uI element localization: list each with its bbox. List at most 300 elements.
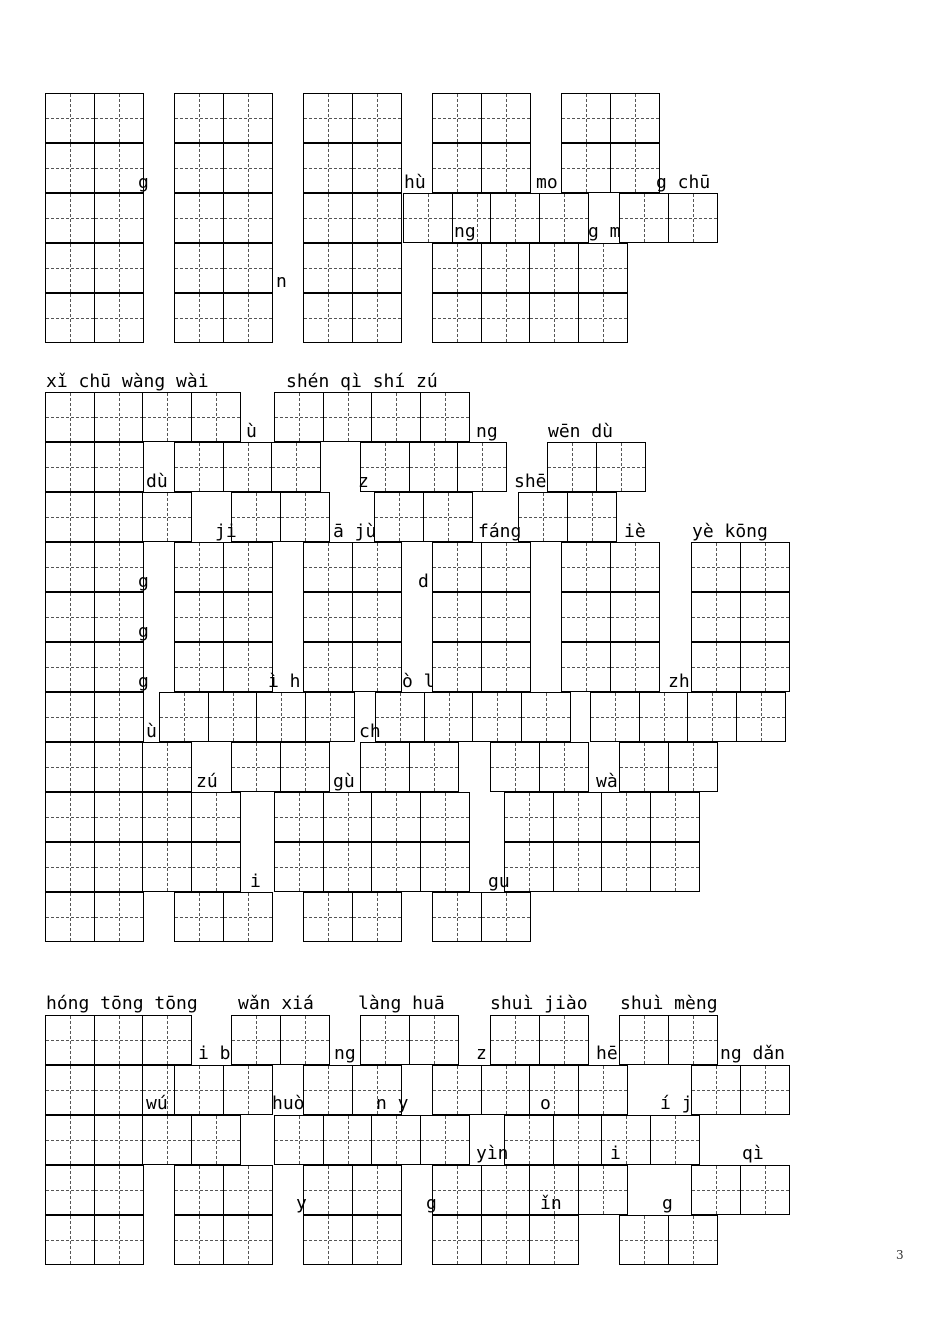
writing-grid[interactable] (274, 392, 468, 442)
grid-cell[interactable] (274, 792, 324, 842)
writing-grid[interactable] (561, 143, 658, 193)
grid-cell[interactable] (567, 492, 617, 542)
writing-grid[interactable] (174, 592, 271, 642)
writing-grid[interactable] (590, 692, 784, 742)
grid-cell[interactable] (596, 442, 646, 492)
grid-cell[interactable] (45, 442, 95, 492)
grid-cell[interactable] (619, 742, 669, 792)
grid-cell[interactable] (45, 892, 95, 942)
grid-cell[interactable] (490, 1015, 540, 1065)
grid-cell[interactable] (740, 592, 790, 642)
writing-grid[interactable] (432, 143, 529, 193)
grid-cell[interactable] (481, 642, 531, 692)
writing-grid[interactable] (45, 642, 142, 692)
writing-grid[interactable] (174, 542, 271, 592)
grid-cell[interactable] (274, 842, 324, 892)
writing-grid[interactable] (303, 193, 400, 243)
grid-cell[interactable] (360, 1015, 410, 1065)
grid-cell[interactable] (432, 93, 482, 143)
grid-cell[interactable] (472, 692, 522, 742)
grid-cell[interactable] (561, 542, 611, 592)
grid-cell[interactable] (371, 842, 421, 892)
writing-grid[interactable] (45, 1165, 142, 1215)
grid-cell[interactable] (94, 542, 144, 592)
writing-grid[interactable] (174, 642, 271, 692)
writing-grid[interactable] (561, 542, 658, 592)
grid-cell[interactable] (529, 1065, 579, 1115)
grid-cell[interactable] (223, 143, 273, 193)
writing-grid[interactable] (432, 592, 529, 642)
grid-cell[interactable] (174, 892, 224, 942)
grid-cell[interactable] (432, 1165, 482, 1215)
writing-grid[interactable] (691, 592, 788, 642)
grid-cell[interactable] (280, 492, 330, 542)
grid-cell[interactable] (352, 143, 402, 193)
writing-grid[interactable] (504, 792, 698, 842)
writing-grid[interactable] (691, 1165, 788, 1215)
grid-cell[interactable] (223, 293, 273, 343)
grid-cell[interactable] (45, 842, 95, 892)
grid-cell[interactable] (457, 442, 507, 492)
grid-cell[interactable] (650, 792, 700, 842)
grid-cell[interactable] (668, 193, 718, 243)
grid-cell[interactable] (371, 392, 421, 442)
grid-cell[interactable] (94, 1215, 144, 1265)
grid-cell[interactable] (409, 742, 459, 792)
grid-cell[interactable] (518, 492, 568, 542)
grid-cell[interactable] (610, 93, 660, 143)
grid-cell[interactable] (352, 542, 402, 592)
grid-cell[interactable] (94, 442, 144, 492)
grid-cell[interactable] (174, 143, 224, 193)
grid-cell[interactable] (94, 792, 144, 842)
grid-cell[interactable] (610, 592, 660, 642)
grid-cell[interactable] (736, 692, 786, 742)
grid-cell[interactable] (174, 542, 224, 592)
grid-cell[interactable] (352, 1165, 402, 1215)
grid-cell[interactable] (504, 792, 554, 842)
writing-grid[interactable] (360, 742, 457, 792)
grid-cell[interactable] (420, 792, 470, 842)
writing-grid[interactable] (547, 442, 644, 492)
writing-grid[interactable] (45, 293, 142, 343)
grid-cell[interactable] (142, 392, 192, 442)
grid-cell[interactable] (539, 742, 589, 792)
grid-cell[interactable] (420, 842, 470, 892)
writing-grid[interactable] (619, 742, 716, 792)
grid-cell[interactable] (590, 692, 640, 742)
grid-cell[interactable] (432, 243, 482, 293)
writing-grid[interactable] (231, 492, 328, 542)
grid-cell[interactable] (619, 193, 669, 243)
writing-grid[interactable] (45, 143, 142, 193)
grid-cell[interactable] (223, 542, 273, 592)
writing-grid[interactable] (45, 392, 239, 442)
grid-cell[interactable] (45, 1215, 95, 1265)
grid-cell[interactable] (481, 1165, 531, 1215)
grid-cell[interactable] (481, 293, 531, 343)
writing-grid[interactable] (45, 1215, 142, 1265)
writing-grid[interactable] (159, 692, 353, 742)
grid-cell[interactable] (578, 1065, 628, 1115)
writing-grid[interactable] (303, 143, 400, 193)
grid-cell[interactable] (420, 392, 470, 442)
grid-cell[interactable] (432, 1215, 482, 1265)
grid-cell[interactable] (650, 842, 700, 892)
grid-cell[interactable] (223, 1065, 273, 1115)
grid-cell[interactable] (303, 542, 353, 592)
grid-cell[interactable] (174, 293, 224, 343)
grid-cell[interactable] (490, 193, 540, 243)
grid-cell[interactable] (223, 93, 273, 143)
writing-grid[interactable] (231, 1015, 328, 1065)
grid-cell[interactable] (529, 243, 579, 293)
writing-grid[interactable] (518, 492, 615, 542)
writing-grid[interactable] (561, 93, 658, 143)
grid-cell[interactable] (481, 143, 531, 193)
grid-cell[interactable] (561, 592, 611, 642)
grid-cell[interactable] (174, 1065, 224, 1115)
grid-cell[interactable] (231, 1015, 281, 1065)
grid-cell[interactable] (504, 842, 554, 892)
writing-grid[interactable] (45, 243, 142, 293)
grid-cell[interactable] (45, 243, 95, 293)
grid-cell[interactable] (504, 1115, 554, 1165)
grid-cell[interactable] (45, 492, 95, 542)
grid-cell[interactable] (432, 592, 482, 642)
grid-cell[interactable] (223, 442, 273, 492)
grid-cell[interactable] (303, 1065, 353, 1115)
grid-cell[interactable] (94, 93, 144, 143)
writing-grid[interactable] (45, 1015, 191, 1065)
writing-grid[interactable] (691, 642, 788, 692)
writing-grid[interactable] (403, 193, 500, 243)
grid-cell[interactable] (45, 1065, 95, 1115)
writing-grid[interactable] (432, 1215, 578, 1265)
grid-cell[interactable] (174, 243, 224, 293)
grid-cell[interactable] (323, 1115, 373, 1165)
grid-cell[interactable] (223, 592, 273, 642)
grid-cell[interactable] (668, 1215, 718, 1265)
grid-cell[interactable] (94, 742, 144, 792)
grid-cell[interactable] (271, 442, 321, 492)
grid-cell[interactable] (601, 842, 651, 892)
writing-grid[interactable] (174, 1165, 271, 1215)
writing-grid[interactable] (45, 692, 142, 742)
grid-cell[interactable] (174, 1215, 224, 1265)
writing-grid[interactable] (374, 492, 471, 542)
grid-cell[interactable] (691, 1165, 741, 1215)
grid-cell[interactable] (668, 742, 718, 792)
writing-grid[interactable] (490, 1015, 587, 1065)
writing-grid[interactable] (45, 542, 142, 592)
grid-cell[interactable] (691, 542, 741, 592)
grid-cell[interactable] (303, 293, 353, 343)
grid-cell[interactable] (578, 293, 628, 343)
writing-grid[interactable] (174, 1215, 271, 1265)
writing-grid[interactable] (174, 1065, 271, 1115)
grid-cell[interactable] (94, 592, 144, 642)
writing-grid[interactable] (303, 243, 400, 293)
grid-cell[interactable] (174, 1165, 224, 1215)
writing-grid[interactable] (303, 642, 400, 692)
writing-grid[interactable] (561, 592, 658, 642)
writing-grid[interactable] (490, 193, 587, 243)
writing-grid[interactable] (432, 1065, 626, 1115)
grid-cell[interactable] (45, 1165, 95, 1215)
writing-grid[interactable] (174, 93, 271, 143)
grid-cell[interactable] (432, 892, 482, 942)
grid-cell[interactable] (223, 1215, 273, 1265)
writing-grid[interactable] (45, 842, 239, 892)
writing-grid[interactable] (174, 243, 271, 293)
grid-cell[interactable] (45, 642, 95, 692)
grid-cell[interactable] (142, 1115, 192, 1165)
grid-cell[interactable] (223, 1165, 273, 1215)
grid-cell[interactable] (432, 293, 482, 343)
grid-cell[interactable] (142, 842, 192, 892)
grid-cell[interactable] (45, 93, 95, 143)
grid-cell[interactable] (691, 592, 741, 642)
writing-grid[interactable] (504, 842, 698, 892)
writing-grid[interactable] (303, 93, 400, 143)
grid-cell[interactable] (529, 1215, 579, 1265)
grid-cell[interactable] (610, 143, 660, 193)
grid-cell[interactable] (94, 642, 144, 692)
grid-cell[interactable] (223, 243, 273, 293)
grid-cell[interactable] (409, 1015, 459, 1065)
grid-cell[interactable] (305, 692, 355, 742)
writing-grid[interactable] (303, 1215, 400, 1265)
writing-grid[interactable] (174, 442, 320, 492)
grid-cell[interactable] (159, 692, 209, 742)
grid-cell[interactable] (231, 742, 281, 792)
grid-cell[interactable] (481, 892, 531, 942)
writing-grid[interactable] (274, 842, 468, 892)
grid-cell[interactable] (303, 93, 353, 143)
writing-grid[interactable] (561, 642, 658, 692)
grid-cell[interactable] (352, 642, 402, 692)
grid-cell[interactable] (432, 1065, 482, 1115)
writing-grid[interactable] (303, 892, 400, 942)
grid-cell[interactable] (208, 692, 258, 742)
writing-grid[interactable] (375, 692, 569, 742)
grid-cell[interactable] (521, 692, 571, 742)
grid-cell[interactable] (323, 792, 373, 842)
grid-cell[interactable] (650, 1115, 700, 1165)
writing-grid[interactable] (619, 1215, 716, 1265)
grid-cell[interactable] (561, 143, 611, 193)
grid-cell[interactable] (280, 742, 330, 792)
grid-cell[interactable] (45, 592, 95, 642)
grid-cell[interactable] (142, 792, 192, 842)
grid-cell[interactable] (45, 1115, 95, 1165)
grid-cell[interactable] (45, 392, 95, 442)
writing-grid[interactable] (45, 892, 142, 942)
grid-cell[interactable] (45, 792, 95, 842)
grid-cell[interactable] (371, 1115, 421, 1165)
grid-cell[interactable] (94, 492, 144, 542)
writing-grid[interactable] (45, 1115, 239, 1165)
grid-cell[interactable] (142, 1015, 192, 1065)
grid-cell[interactable] (481, 1065, 531, 1115)
grid-cell[interactable] (668, 1015, 718, 1065)
grid-cell[interactable] (174, 93, 224, 143)
writing-grid[interactable] (432, 293, 626, 343)
grid-cell[interactable] (374, 492, 424, 542)
grid-cell[interactable] (687, 692, 737, 742)
grid-cell[interactable] (223, 892, 273, 942)
grid-cell[interactable] (303, 642, 353, 692)
grid-cell[interactable] (539, 1015, 589, 1065)
grid-cell[interactable] (610, 542, 660, 592)
grid-cell[interactable] (529, 293, 579, 343)
grid-cell[interactable] (352, 243, 402, 293)
writing-grid[interactable] (45, 492, 191, 542)
grid-cell[interactable] (274, 392, 324, 442)
grid-cell[interactable] (561, 642, 611, 692)
grid-cell[interactable] (94, 392, 144, 442)
grid-cell[interactable] (481, 1215, 531, 1265)
writing-grid[interactable] (303, 542, 400, 592)
grid-cell[interactable] (352, 892, 402, 942)
grid-cell[interactable] (45, 1015, 95, 1065)
writing-grid[interactable] (274, 1115, 468, 1165)
grid-cell[interactable] (481, 592, 531, 642)
grid-cell[interactable] (420, 1115, 470, 1165)
grid-cell[interactable] (94, 1015, 144, 1065)
grid-cell[interactable] (223, 193, 273, 243)
writing-grid[interactable] (303, 293, 400, 343)
writing-grid[interactable] (360, 442, 506, 492)
grid-cell[interactable] (352, 93, 402, 143)
grid-cell[interactable] (142, 742, 192, 792)
grid-cell[interactable] (303, 1165, 353, 1215)
grid-cell[interactable] (375, 692, 425, 742)
grid-cell[interactable] (740, 642, 790, 692)
grid-cell[interactable] (223, 642, 273, 692)
writing-grid[interactable] (174, 892, 271, 942)
grid-cell[interactable] (578, 1165, 628, 1215)
grid-cell[interactable] (691, 1065, 741, 1115)
grid-cell[interactable] (553, 1115, 603, 1165)
grid-cell[interactable] (45, 542, 95, 592)
grid-cell[interactable] (481, 243, 531, 293)
grid-cell[interactable] (45, 293, 95, 343)
grid-cell[interactable] (94, 243, 144, 293)
grid-cell[interactable] (94, 143, 144, 193)
writing-grid[interactable] (303, 592, 400, 642)
writing-grid[interactable] (432, 1165, 626, 1215)
grid-cell[interactable] (94, 193, 144, 243)
writing-grid[interactable] (432, 892, 529, 942)
grid-cell[interactable] (553, 842, 603, 892)
grid-cell[interactable] (45, 692, 95, 742)
grid-cell[interactable] (94, 842, 144, 892)
grid-cell[interactable] (740, 542, 790, 592)
grid-cell[interactable] (352, 1215, 402, 1265)
grid-cell[interactable] (303, 1215, 353, 1265)
grid-cell[interactable] (94, 692, 144, 742)
grid-cell[interactable] (303, 143, 353, 193)
grid-cell[interactable] (740, 1065, 790, 1115)
grid-cell[interactable] (94, 1115, 144, 1165)
grid-cell[interactable] (601, 1115, 651, 1165)
grid-cell[interactable] (619, 1215, 669, 1265)
writing-grid[interactable] (691, 1065, 788, 1115)
grid-cell[interactable] (619, 1015, 669, 1065)
grid-cell[interactable] (174, 193, 224, 243)
grid-cell[interactable] (191, 1115, 241, 1165)
grid-cell[interactable] (352, 193, 402, 243)
grid-cell[interactable] (639, 692, 689, 742)
writing-grid[interactable] (504, 1115, 698, 1165)
writing-grid[interactable] (45, 1065, 191, 1115)
grid-cell[interactable] (432, 642, 482, 692)
grid-cell[interactable] (191, 792, 241, 842)
grid-cell[interactable] (174, 592, 224, 642)
grid-cell[interactable] (303, 592, 353, 642)
writing-grid[interactable] (619, 193, 716, 243)
grid-cell[interactable] (45, 742, 95, 792)
writing-grid[interactable] (432, 542, 529, 592)
grid-cell[interactable] (174, 442, 224, 492)
grid-cell[interactable] (174, 642, 224, 692)
grid-cell[interactable] (578, 243, 628, 293)
grid-cell[interactable] (490, 742, 540, 792)
writing-grid[interactable] (619, 1015, 716, 1065)
grid-cell[interactable] (352, 592, 402, 642)
grid-cell[interactable] (323, 392, 373, 442)
grid-cell[interactable] (403, 193, 453, 243)
writing-grid[interactable] (174, 193, 271, 243)
writing-grid[interactable] (45, 193, 142, 243)
writing-grid[interactable] (174, 143, 271, 193)
grid-cell[interactable] (432, 542, 482, 592)
grid-cell[interactable] (740, 1165, 790, 1215)
grid-cell[interactable] (423, 492, 473, 542)
writing-grid[interactable] (432, 642, 529, 692)
writing-grid[interactable] (274, 792, 468, 842)
writing-grid[interactable] (45, 93, 142, 143)
grid-cell[interactable] (561, 93, 611, 143)
grid-cell[interactable] (45, 193, 95, 243)
writing-grid[interactable] (45, 592, 142, 642)
grid-cell[interactable] (94, 293, 144, 343)
grid-cell[interactable] (94, 892, 144, 942)
writing-grid[interactable] (231, 742, 328, 792)
grid-cell[interactable] (94, 1065, 144, 1115)
writing-grid[interactable] (490, 742, 587, 792)
writing-grid[interactable] (432, 93, 529, 143)
grid-cell[interactable] (432, 143, 482, 193)
grid-cell[interactable] (303, 193, 353, 243)
grid-cell[interactable] (45, 143, 95, 193)
writing-grid[interactable] (432, 243, 626, 293)
grid-cell[interactable] (371, 792, 421, 842)
grid-cell[interactable] (142, 492, 192, 542)
grid-cell[interactable] (352, 293, 402, 343)
grid-cell[interactable] (481, 542, 531, 592)
grid-cell[interactable] (481, 93, 531, 143)
writing-grid[interactable] (45, 792, 239, 842)
grid-cell[interactable] (280, 1015, 330, 1065)
writing-grid[interactable] (174, 293, 271, 343)
grid-cell[interactable] (191, 842, 241, 892)
writing-grid[interactable] (691, 542, 788, 592)
grid-cell[interactable] (610, 642, 660, 692)
grid-cell[interactable] (360, 742, 410, 792)
